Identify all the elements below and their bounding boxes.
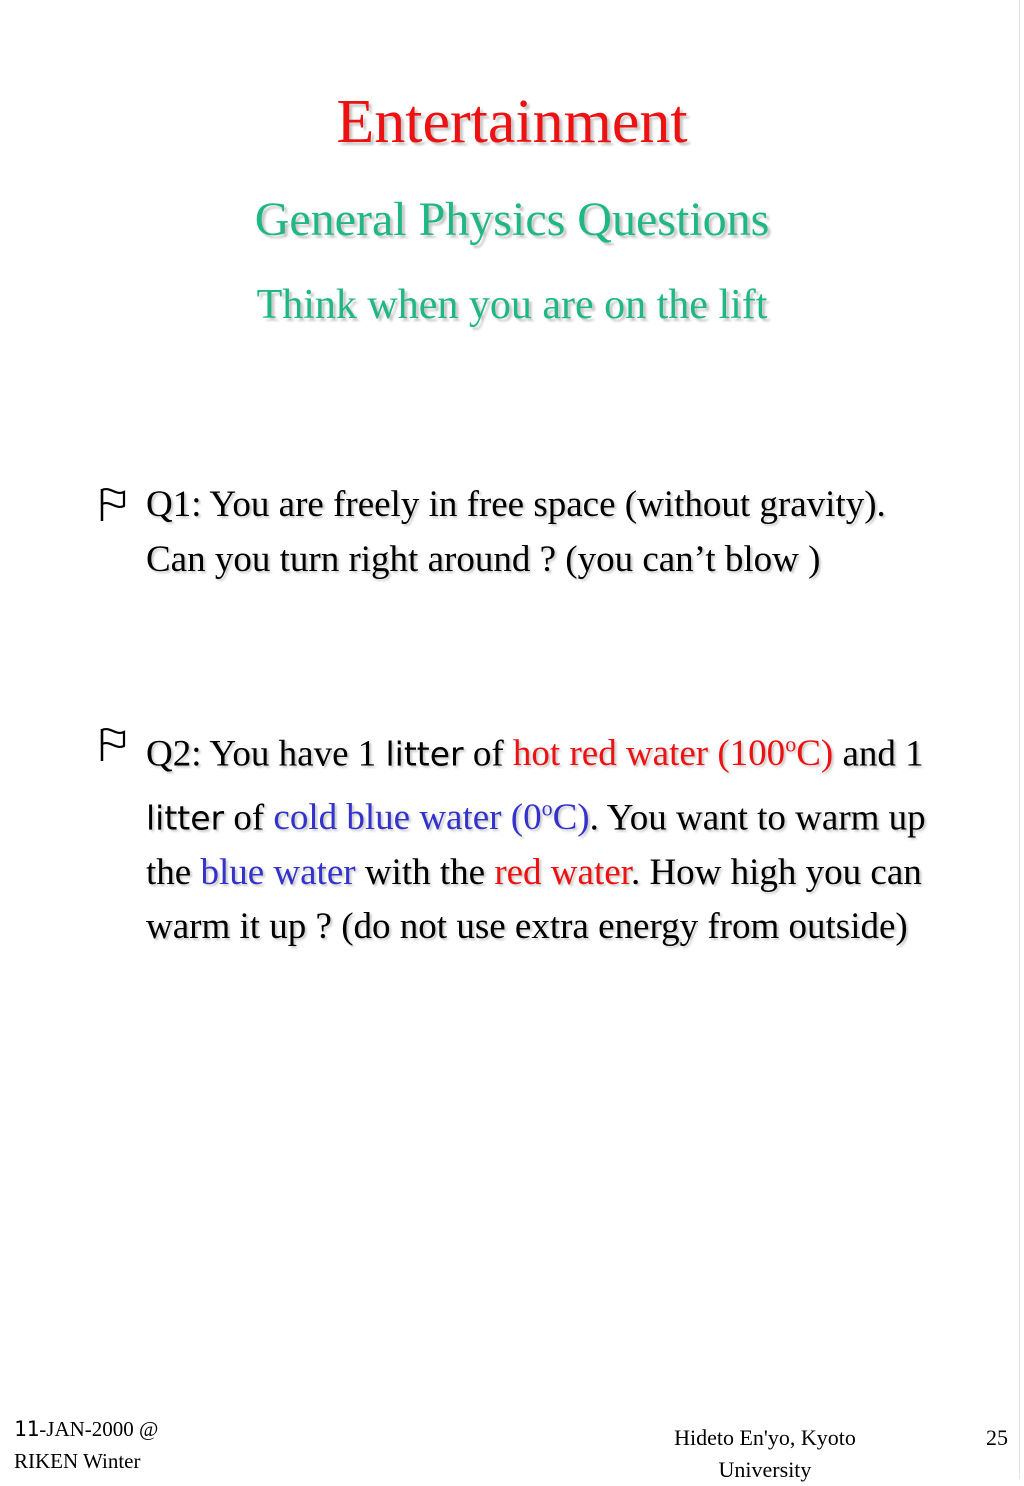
footer-date-venue	[14, 1413, 158, 1477]
footer-date: 11-JAN-2000 @	[14, 1417, 159, 1441]
q2-tail: . How high you can warm it up ? (do not use extra energy from outside)	[146, 851, 922, 948]
slide-title: Entertainment	[336, 88, 688, 156]
q2-mid: with the	[355, 851, 495, 893]
blue-water-phrase: blue water	[200, 851, 356, 893]
flag-icon	[96, 727, 142, 763]
question-1: Q1: You are freely in free space (without gravity). Can you turn right around ? (you can’t blow )	[146, 484, 886, 580]
footer-author-line2: University	[718, 1457, 812, 1482]
q2-of: of	[463, 733, 513, 775]
q2-and: and 1	[833, 733, 924, 775]
slide-subtitle: General Physics Questions	[254, 193, 770, 246]
unit-litter: litter	[385, 734, 464, 774]
red-water-phrase: red water	[494, 851, 631, 893]
footer-author	[630, 1422, 900, 1486]
q2-of: of	[224, 797, 274, 839]
flag-icon	[96, 487, 142, 523]
question-2	[146, 718, 936, 955]
unit-litter: litter	[146, 798, 225, 838]
q2-prefix: Q2: You have 1	[146, 733, 386, 775]
footer-venue: RIKEN Winter	[14, 1449, 141, 1473]
slide-subtitle-secondary: Think when you are on the lift	[256, 282, 768, 328]
cold-blue-water: cold blue water (0$^o$C)	[273, 795, 590, 839]
footer-author-line1: Hideto En'yo, Kyoto	[674, 1425, 856, 1450]
q2-mid: . You want to warm up the	[146, 797, 926, 893]
hot-red-water: hot red water (100$^o$C)	[512, 732, 834, 775]
page-number: 25	[986, 1425, 1008, 1450]
